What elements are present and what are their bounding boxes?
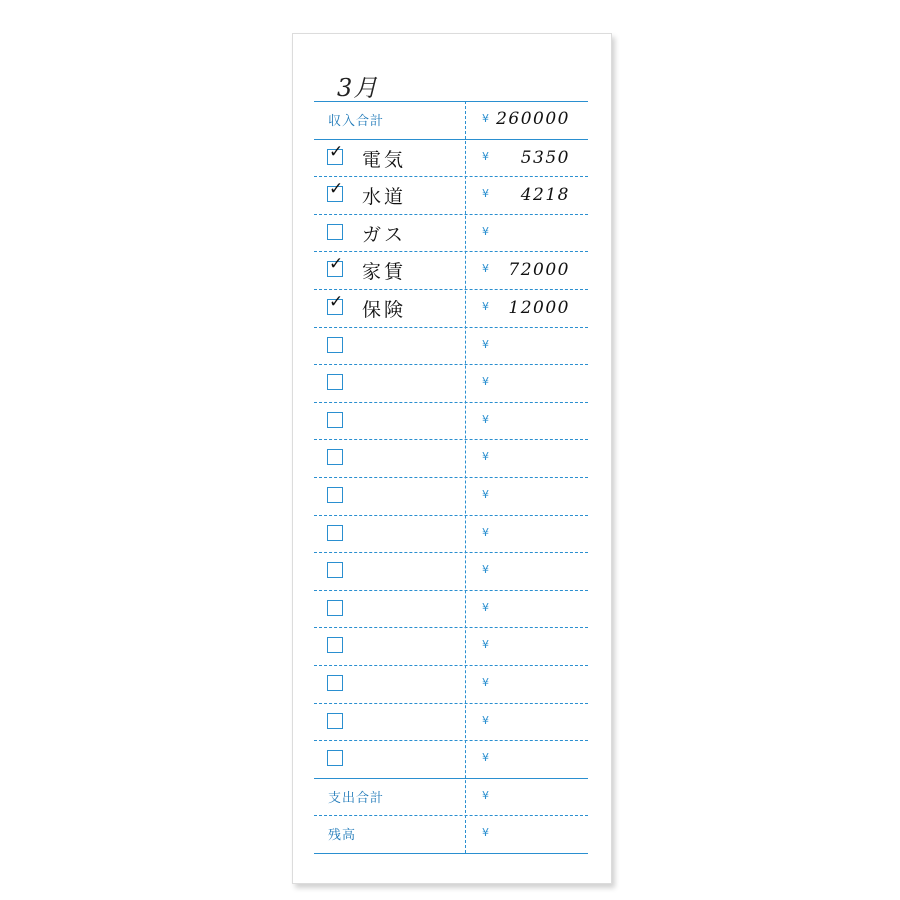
expense-item-row [314,665,588,703]
item-checkbox[interactable] [327,179,344,202]
item-amount[interactable]: 4218 [520,185,570,205]
yen-sign: ¥ [482,826,489,839]
yen-sign: ¥ [482,676,489,689]
expense-item-row [314,139,588,176]
item-checkbox[interactable] [327,142,344,165]
item-checkbox[interactable] [327,562,343,578]
expense-item-row [314,477,588,515]
expense-total-label: 支出合計 [328,791,385,806]
yen-sign: ¥ [482,638,489,651]
item-checkbox[interactable] [327,224,343,240]
expense-item-row [314,703,588,740]
expense-item-row [314,289,588,327]
checkmark-icon: ✓ [329,292,344,312]
item-checkbox[interactable] [327,449,343,465]
yen-sign: ¥ [482,714,489,727]
expense-item-row [314,627,588,665]
yen-sign: ¥ [482,488,489,501]
item-name[interactable]: ガス [362,224,407,246]
income-row [314,101,588,139]
expense-item-row [314,214,588,251]
yen-sign: ¥ [482,338,489,351]
expense-total-row [314,778,588,815]
expense-item-row [314,176,588,214]
item-amount[interactable]: 5350 [520,148,570,168]
income-total-label: 収入合計 [328,114,385,129]
expense-item-row [314,364,588,402]
expense-item-row [314,251,588,289]
item-checkbox[interactable] [327,600,343,616]
expense-item-row [314,402,588,439]
yen-sign: ¥ [482,262,489,275]
yen-sign: ¥ [482,563,489,576]
balance-row [314,815,588,853]
expense-item-row [314,552,588,590]
yen-sign: ¥ [482,450,489,463]
item-checkbox[interactable] [327,412,343,428]
yen-sign: ¥ [482,300,489,313]
yen-sign: ¥ [482,187,489,200]
item-checkbox[interactable] [327,750,343,766]
yen-sign: ¥ [482,112,489,125]
checkmark-icon: ✓ [329,254,344,274]
item-checkbox[interactable] [327,713,343,729]
yen-sign: ¥ [482,751,489,764]
yen-sign: ¥ [482,526,489,539]
yen-sign: ¥ [482,789,489,802]
yen-sign: ¥ [482,413,489,426]
item-checkbox[interactable] [327,337,343,353]
yen-sign: ¥ [482,375,489,388]
yen-sign: ¥ [482,150,489,163]
item-checkbox[interactable] [327,675,343,691]
item-amount[interactable]: 72000 [508,260,570,280]
balance-label: 残高 [328,828,357,843]
checkmark-icon: ✓ [329,179,344,199]
item-checkbox[interactable] [327,374,343,390]
item-checkbox[interactable] [327,292,344,315]
expense-item-row [314,515,588,552]
expense-item-row [314,439,588,477]
item-checkbox[interactable] [327,525,343,541]
item-name[interactable]: 家賃 [362,261,407,283]
item-amount[interactable]: 12000 [508,298,570,318]
yen-sign: ¥ [482,601,489,614]
item-checkbox[interactable] [327,487,343,503]
month-heading: 3月 [337,74,379,102]
item-name[interactable]: 電気 [362,149,407,171]
checkmark-icon: ✓ [329,142,344,162]
item-name[interactable]: 保険 [362,299,407,321]
income-total-amount[interactable]: 260000 [496,109,570,129]
item-checkbox[interactable] [327,254,344,277]
expense-item-row [314,327,588,364]
section-rule [314,853,588,854]
expense-item-row [314,740,588,778]
yen-sign: ¥ [482,225,489,238]
expense-item-row [314,590,588,627]
item-name[interactable]: 水道 [362,186,407,208]
item-checkbox[interactable] [327,637,343,653]
